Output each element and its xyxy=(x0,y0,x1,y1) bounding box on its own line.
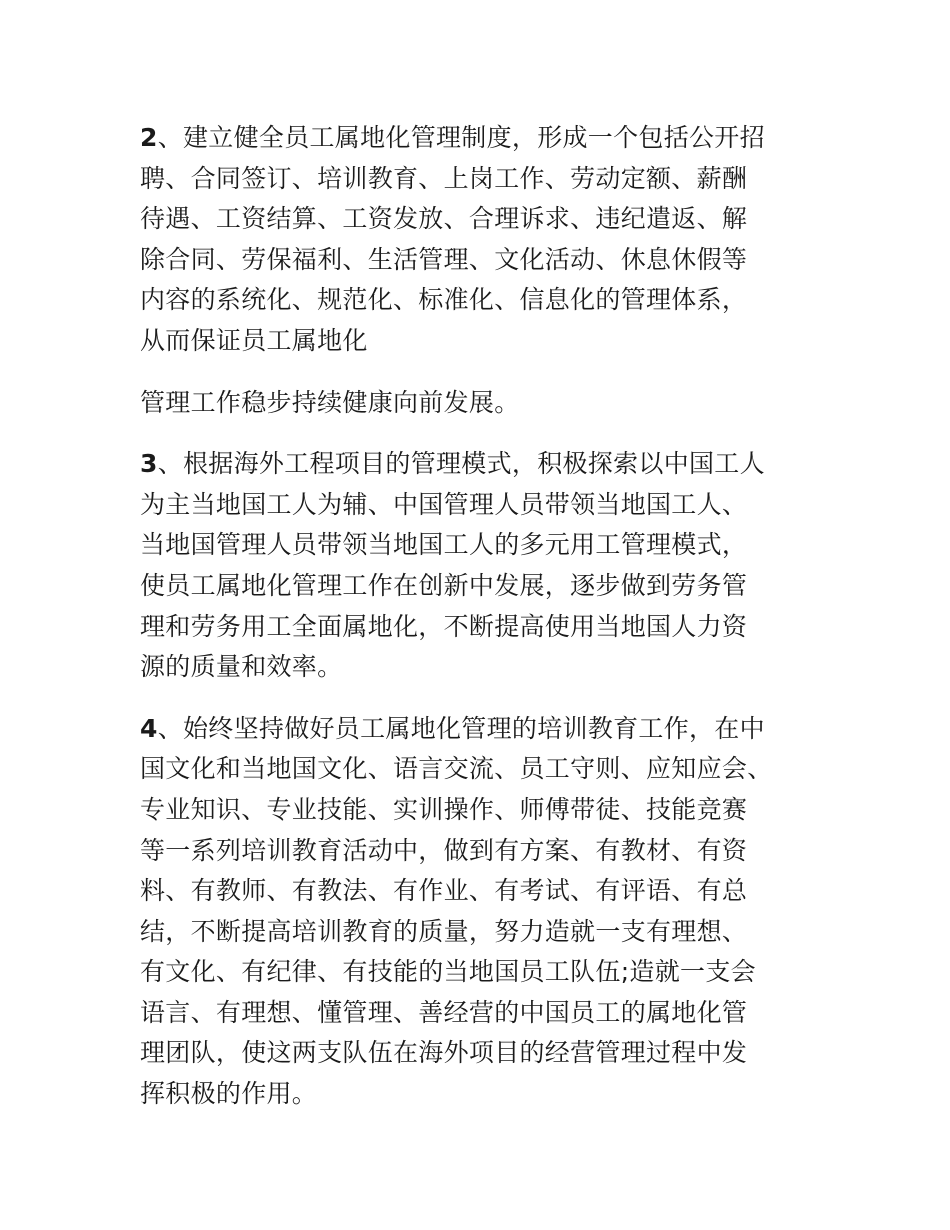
paragraph-continuation xyxy=(140,383,810,424)
paragraph-text: 管理工作稳步持续健康向前发展。 xyxy=(140,387,520,417)
paragraph-item-4 xyxy=(140,709,810,1115)
paragraph-number: 2 xyxy=(140,123,158,152)
paragraph-item-3 xyxy=(140,444,810,688)
paragraph-item-2 xyxy=(140,118,810,362)
document-body xyxy=(140,118,810,1136)
paragraph-number: 3 xyxy=(140,449,158,479)
paragraph-number: 4 xyxy=(140,713,158,743)
paragraph-text: 、始终坚持做好员工属地化管理的培训教育工作，在中 国文化和当地国文化、语言交流、员工守则、应知应会、 专业知识、专业技能、实训操作、师傅带徒、技能竞赛 等一系列培训教育活动中，做到有方案、有教材、有资 料、有教师、有教法、有作业、有考试、有评语、有总 结，不断提高培训教育的质量，努力造就一支有理想、 有文化、有纪律、有技能的当地国员工队伍;造就一支会 语言、有理想、懂管理、善经营的中国员工的属地化管 理团队，使这两支队伍在海外项目的经营管理过程中发 挥积极的作用。 xyxy=(140,713,773,1109)
paragraph-text: 、根据海外工程项目的管理模式，积极探索以中国工人 为主当地国工人为辅、中国管理人员带领当地国工人、 当地国管理人员带领当地国工人的多元用工管理模式， 使员工属地化管理工作在创新中发展，逐步做到劳务管 理和劳务用工全面属地化，不断提高使用当地国人力资 源的质量和效率。 xyxy=(140,449,765,682)
paragraph-text: 、建立健全员工属地化管理制度，形成一个包括公开招 聘、合同签订、培训教育、上岗工作、劳动定额、薪酬 待遇、工资结算、工资发放、合理诉求、违纪遣返、解 除合同、劳保福利、生活管理、文化活动、休息休假等 内容的系统化、规范化、标准化、信息化的管理体系， 从而保证员工属地化 xyxy=(140,123,765,355)
